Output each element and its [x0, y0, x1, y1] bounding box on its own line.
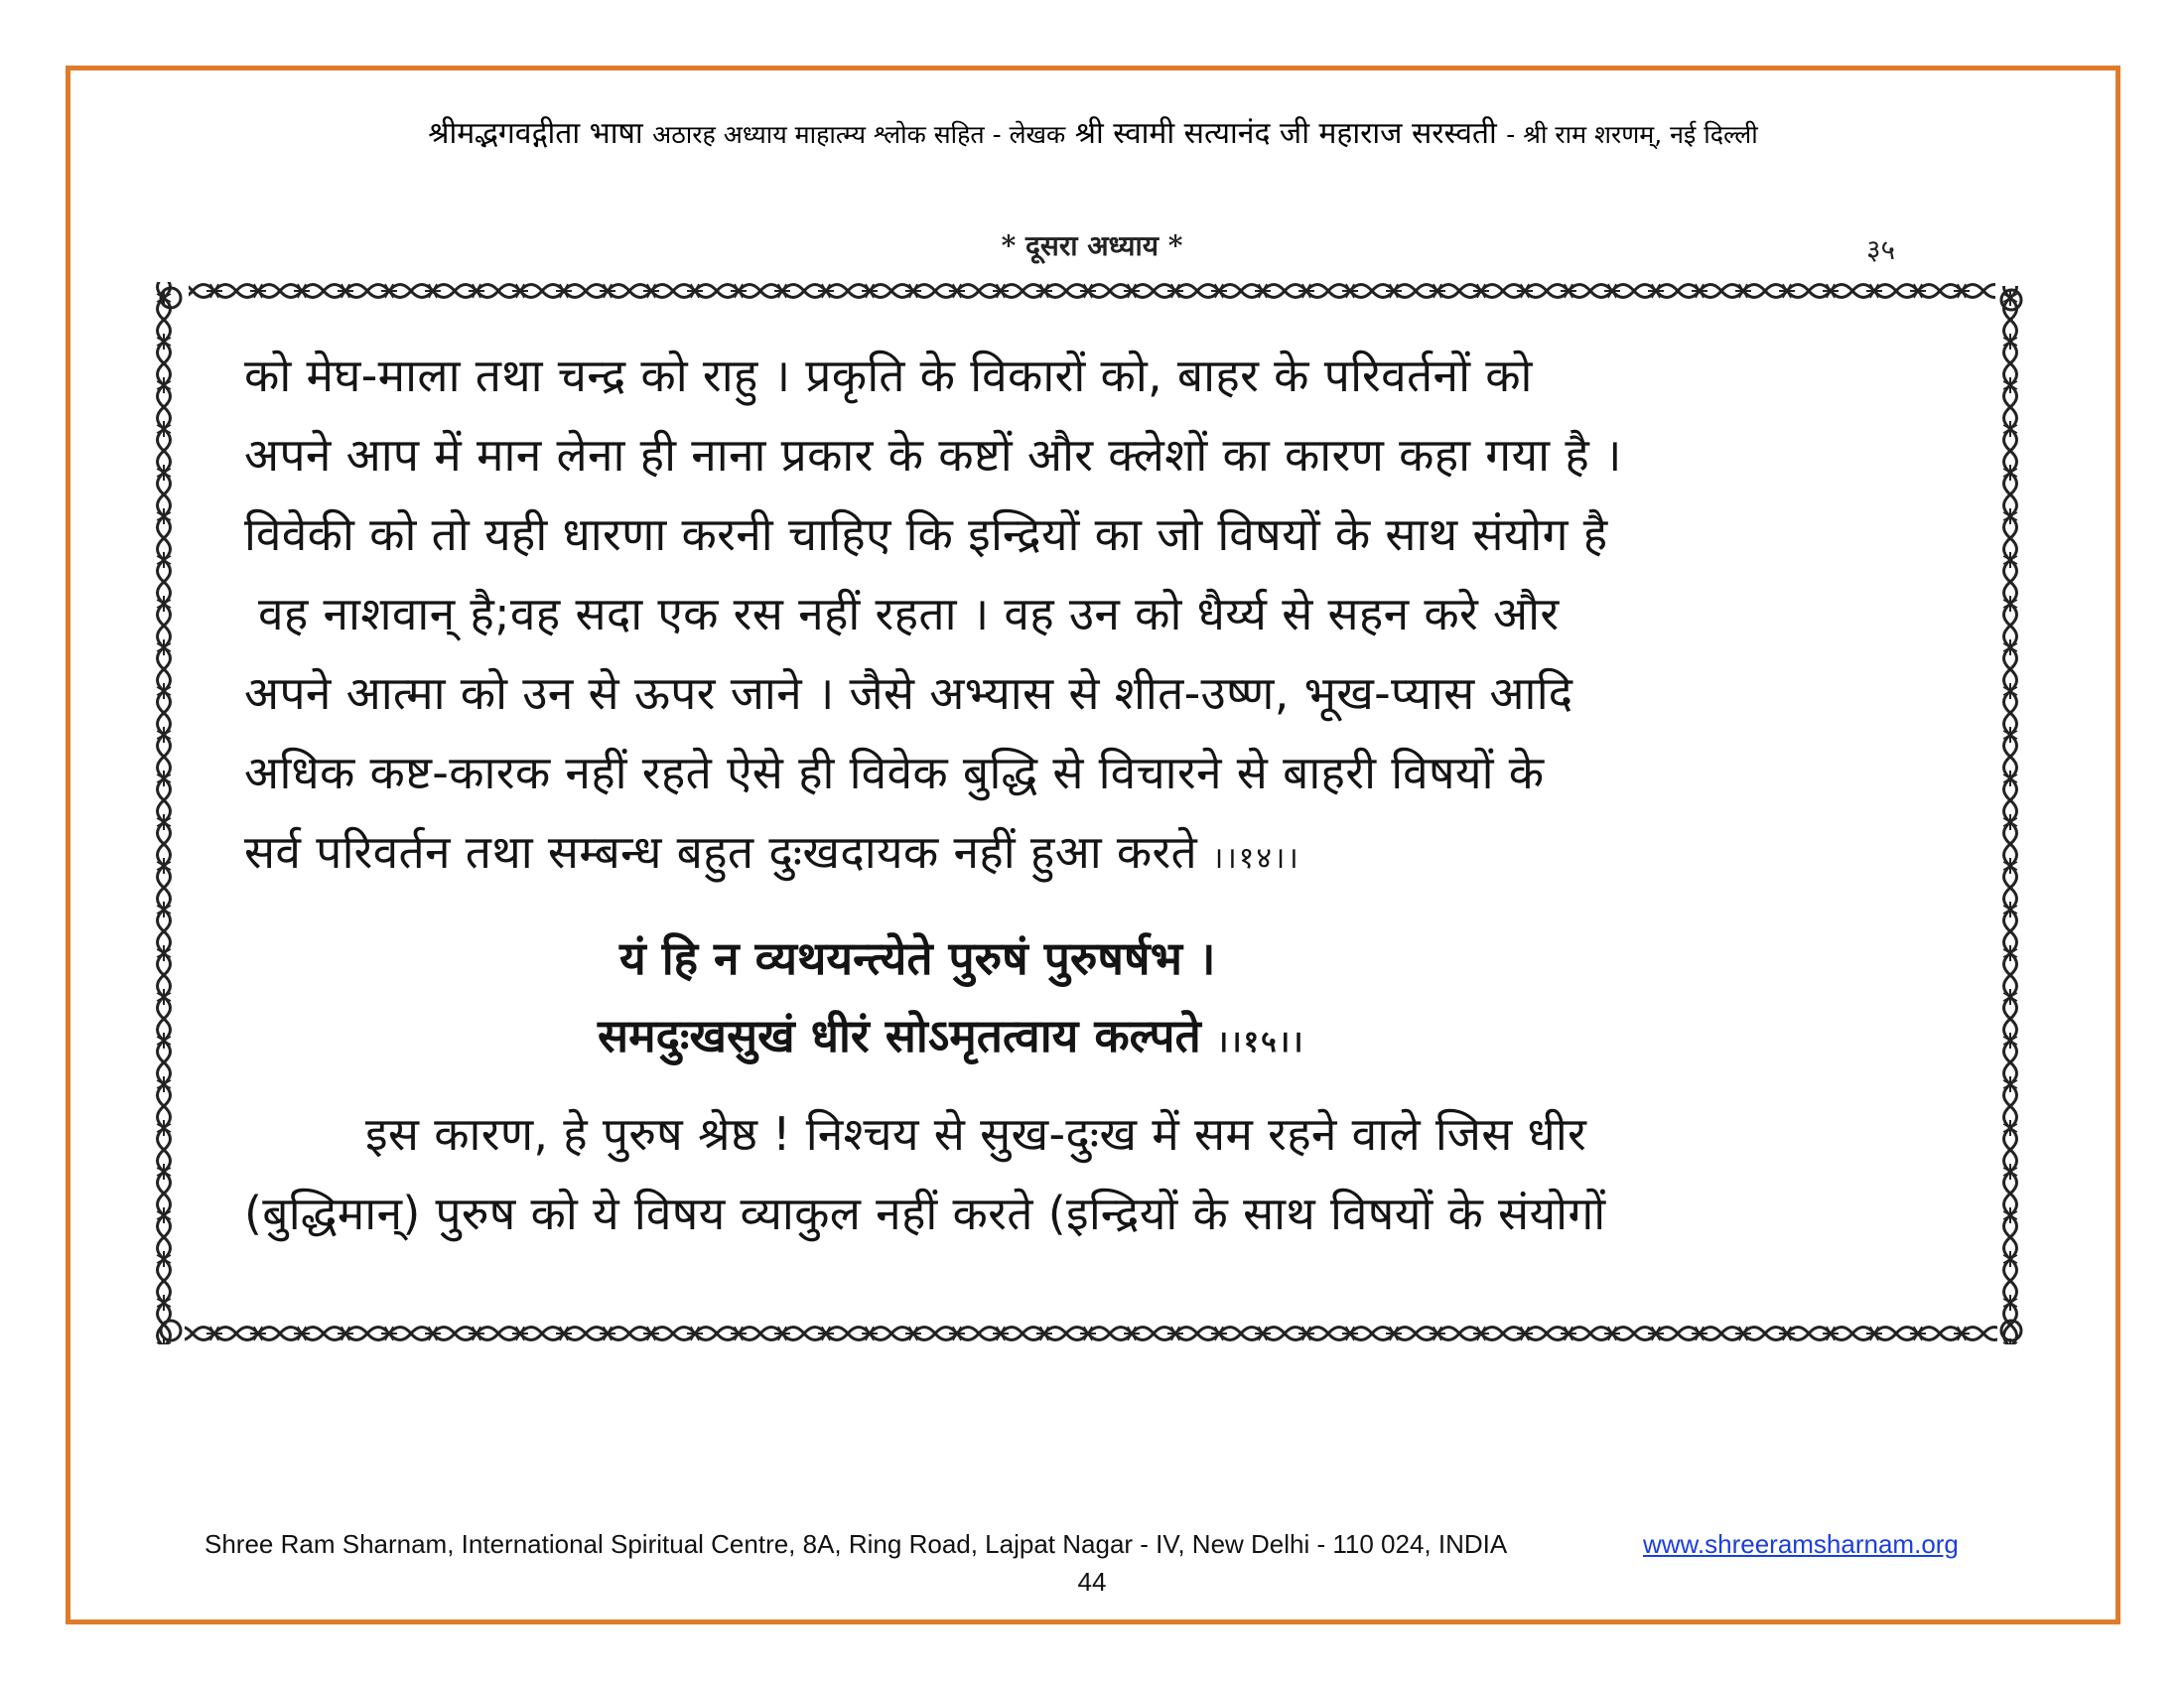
- scanned-text: [244, 336, 1942, 1253]
- prose-line: अपने आत्मा को उन से ऊपर जाने । जैसे अभ्यास से शीत-उष्ण, भूख-प्यास आदि: [244, 666, 1573, 720]
- prose-line: सर्व परिवर्तन तथा सम्बन्ध बहुत दुःखदायक नहीं हुआ करते: [244, 825, 1198, 879]
- verse-line-with-number: [244, 997, 1942, 1074]
- prose-line: अपने आप में मान लेना ही नाना प्रकार के कष्टों और क्लेशों का कारण कहा गया है ।: [244, 428, 1622, 482]
- border-left: [155, 282, 185, 1344]
- border-bottom: [185, 1315, 1997, 1344]
- prose-line: वह नाशवान् है;वह सदा एक रस नहीं रहता । वह उन को धैर्य्य से सहन करे और: [258, 587, 1560, 640]
- verse-number: ।।१५।।: [1216, 1025, 1305, 1059]
- prose-line-with-verse-number: [244, 812, 1942, 892]
- header-title: श्रीमद्भगवद्गीता भाषा: [428, 116, 643, 151]
- footer-address: Shree Ram Sharnam, International Spiritual Centre, 8A, Ring Road, Lajpat Nagar - IV, New Delhi - 110 024, INDIA: [205, 1529, 1508, 1559]
- verse-line: समदुःखसुखं धीरं सोऽमृतत्वाय कल्पते: [598, 1009, 1201, 1062]
- header-subtitle: अठारह अध्याय माहात्म्य श्लोक सहित - लेखक: [652, 120, 1066, 149]
- website-link[interactable]: www.shreeramsharnam.org: [1643, 1529, 1959, 1559]
- prose-line: अधिक कष्ट-कारक नहीं रहते ऐसे ही विवेक बुद्धि से विचारने से बाहरी विषयों के: [244, 746, 1545, 799]
- chapter-title: * दूसरा अध्याय *: [1001, 229, 1183, 262]
- explanation-line: इस कारण, हे पुरुष श्रेष्ठ ! निश्चय से सुख-दुःख में सम रहने वाले जिस धीर: [365, 1107, 1587, 1161]
- document-header: [66, 111, 2120, 152]
- border-right: [1997, 286, 2027, 1344]
- header-author: श्री स्वामी सत्यानंद जी महाराज सरस्वती: [1074, 116, 1497, 151]
- prose-line: विवेकी को तो यही धारणा करनी चाहिए कि इन्द्रियों का जो विषयों के साथ संयोग है: [244, 507, 1608, 561]
- sanskrit-verse: [244, 919, 1942, 1074]
- book-page-number: ३५: [1866, 233, 1896, 266]
- scanned-page: [149, 276, 2035, 1368]
- border-top: [189, 282, 1995, 312]
- prose-line: को मेघ-माला तथा चन्द्र को राहु । प्रकृति के विकारों को, बाहर के परिवर्तनों को: [244, 349, 1533, 402]
- page-number: 44: [1077, 1567, 1107, 1597]
- header-publisher: - श्री राम शरणम्, नई दिल्ली: [1506, 120, 1758, 149]
- verse-line: यं हि न व्यथयन्त्येते पुरुषं पुरुषर्षभ ।: [619, 931, 1216, 985]
- explanation-line: (बुद्धिमान्) पुरुष को ये विषय व्याकुल नहीं करते (इन्द्रियों के साथ विषयों के संयोगों: [244, 1187, 1606, 1240]
- verse-number: ।।१४।।: [1212, 841, 1300, 876]
